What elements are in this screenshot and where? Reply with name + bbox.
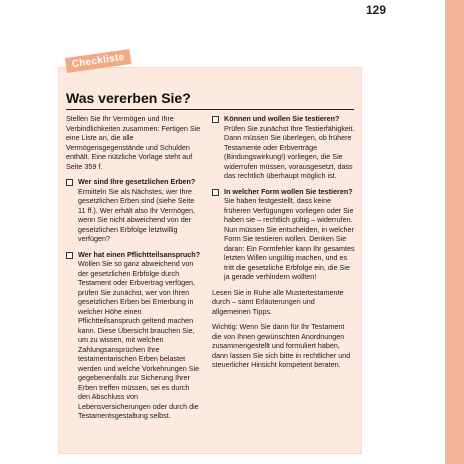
checklist-question: Können und wollen Sie testieren? <box>224 114 340 123</box>
checkbox-icon[interactable] <box>66 179 73 186</box>
checklist-item <box>212 114 355 181</box>
thumb-index-stripe <box>445 0 464 464</box>
checklist-answer: Prüfen Sie zunächst Ihre Testierfähigkeit. Dann müssen Sie überlegen, ob frühere Testamente oder Erbverträge (Bindungswirkung!) vorliegen, die Sie widerrufen müssen, vorausgesetzt, dass das rechtlich überhaupt möglich ist. <box>224 123 355 180</box>
checkbox-icon[interactable] <box>212 189 219 196</box>
checklist-item <box>212 187 355 282</box>
checklist-answer: Sie haben festgestellt, dass keine früheren Verfügungen vorliegen oder Sie haben sie – rechtlich gültig – widerrufen. Nun müssen Sie entscheiden, in welcher Form Sie testieren wollen. Denken Sie daran: Ein Formfehler kann Ihr gesamtes letzten Willen ungültig machen, und es tritt die gesetzliche Erbfolge ein, die Sie ja gerade verhindern wollten! <box>224 196 355 281</box>
checklist-title: Was vererben Sie? <box>66 90 191 106</box>
checklist-item-text <box>224 187 355 282</box>
checklist-item <box>66 177 201 244</box>
advice-paragraph: Wichtig: Wenn Sie dann für Ihr Testament die von Ihnen gewünschten Anordnungen zusammengestellt und formuliert haben, dann lassen Sie sich bitte in rechtlicher und steuerlicher Hinsicht kompetent beraten. <box>212 322 351 369</box>
checkbox-icon[interactable] <box>66 252 73 259</box>
checklist-item-text <box>78 177 201 244</box>
closing-paragraph: Lesen Sie in Ruhe alle Mustertestamente durch – samt Erläuterungen und allgemeinen Tipps. <box>212 287 344 316</box>
checkbox-icon[interactable] <box>212 116 219 123</box>
checklist-item-text <box>224 114 355 181</box>
page-number: 129 <box>365 3 386 17</box>
checklist-answer: Ermitteln Sie als Nächstes, wer Ihre gesetzlichen Erben sind (siehe Seite 11 ff.). Wer erhält also Ihr Vermögen, wenn Sie nicht abweichend von der gesetzlichen Erbfolge letztwillig verfügen? <box>78 186 196 243</box>
title-divider <box>66 109 354 110</box>
left-column <box>66 114 201 427</box>
checklist-item <box>66 250 201 421</box>
checklist-question: In welcher Form wollen Sie testieren? <box>224 186 353 196</box>
right-column <box>212 114 355 376</box>
checklist-item-text <box>78 250 201 421</box>
checklist-question: Wer hat einen Pflichtteilsanspruch? <box>78 249 201 259</box>
checklist-question: Wer sind Ihre gesetzlichen Erben? <box>78 177 196 186</box>
intro-paragraph: Stellen Sie Ihr Vermögen und Ihre Verbindlichkeiten zusammen: Fertigen Sie eine Liste an, die alle Vermögensgegenstände und Schulden enthält. Eine nützliche Vorlage steht auf Seite 359 f. <box>66 114 201 171</box>
checklist-tag: Checkliste <box>65 49 131 73</box>
checklist-answer: Wollen Sie so ganz abweichend von der gesetzlichen Erbfolge durch Testament oder Erbvertrag verfügen, prüfen Sie zunächst, wer von Ihren gesetzlichen Erben bei Enterbung in welcher Höhe einen Pflichtteilsanspruch geltend machen kann. Diese Übersicht brauchen Sie, um zu wissen, mit welchen Zahlungsansprüchen Ihre testamentarischen Erben belastet werden und welche Vorkehrungen Sie gegebenenfalls zur Sicherung Ihrer Erben treffen müssen, sei es durch den Abschluss von Lebensversicherungen oder durch die Testamentsgestaltung selbst. <box>78 259 200 420</box>
